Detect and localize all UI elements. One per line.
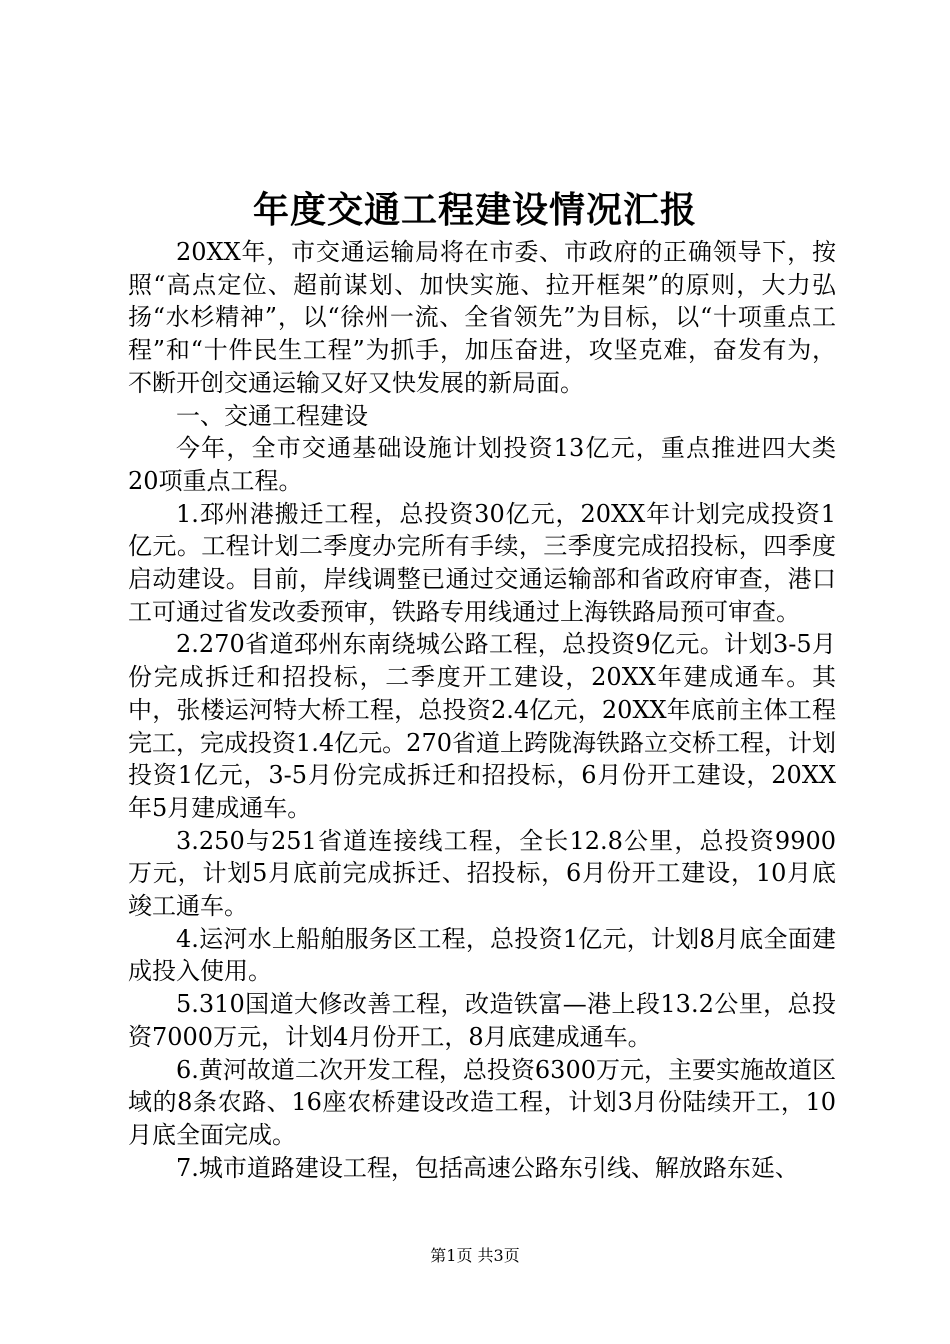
paragraph-item-2: 2.270省道邳州东南绕城公路工程，总投资9亿元。计划3-5月份完成拆迁和招投标，二季度开工建设，20XX年建成通车。其中，张楼运河特大桥工程，总投资2.4亿元，20XX年底前主体工程完工，完成投资1.4亿元。270省道上跨陇海铁路立交桥工程，计划投资1亿元，3-5月份完成拆迁和招投标，6月份开工建设，20XX年5月建成通车。 (128, 630, 836, 822)
document-title: 年度交通工程建设情况汇报 (252, 189, 697, 231)
page-number-footer: 第1页 共3页 (430, 1246, 520, 1265)
section-heading: 一、交通工程建设 (176, 401, 368, 430)
document-body (128, 236, 836, 1184)
paragraph-item-6: 6.黄河故道二次开发工程，总投资6300万元，主要实施故道区域的8条农路、16座农桥建设改造工程，计划3月份陆续开工，10月底全面完成。 (128, 1055, 836, 1149)
paragraph-item-7: 7.城市道路建设工程，包括高速公路东引线、解放路东延、 (176, 1153, 799, 1182)
paragraph-intro: 20XX年，市交通运输局将在市委、市政府的正确领导下，按照“高点定位、超前谋划、加快实施、拉开框架”的原则，大力弘扬“水杉精神”，以“徐州一流、全省领先”为目标，以“十项重点工程”和“十件民生工程”为抓手，加压奋进，攻坚克难，奋发有为，不断开创交通运输又好又快发展的新局面。 (128, 238, 836, 397)
paragraph-overview: 今年，全市交通基础设施计划投资13亿元，重点推进四大类20项重点工程。 (128, 434, 836, 495)
paragraph-item-3: 3.250与251省道连接线工程，全长12.8公里，总投资9900万元，计划5月底前完成拆迁、招投标，6月份开工建设，10月底竣工通车。 (128, 826, 836, 921)
paragraph-item-4: 4.运河水上船舶服务区工程，总投资1亿元，计划8月底全面建成投入使用。 (128, 924, 836, 986)
paragraph-item-1: 1.邳州港搬迁工程，总投资30亿元，20XX年计划完成投资1亿元。工程计划二季度办完所有手续，三季度完成招投标，四季度启动建设。目前，岸线调整已通过交通运输部和省政府审查，港口工可通过省发改委预审，铁路专用线通过上海铁路局预可审查。 (128, 499, 836, 626)
paragraph-item-5: 5.310国道大修改善工程，改造铁富—港上段13.2公里，总投资7000万元，计划4月份开工，8月底建成通车。 (128, 990, 836, 1051)
